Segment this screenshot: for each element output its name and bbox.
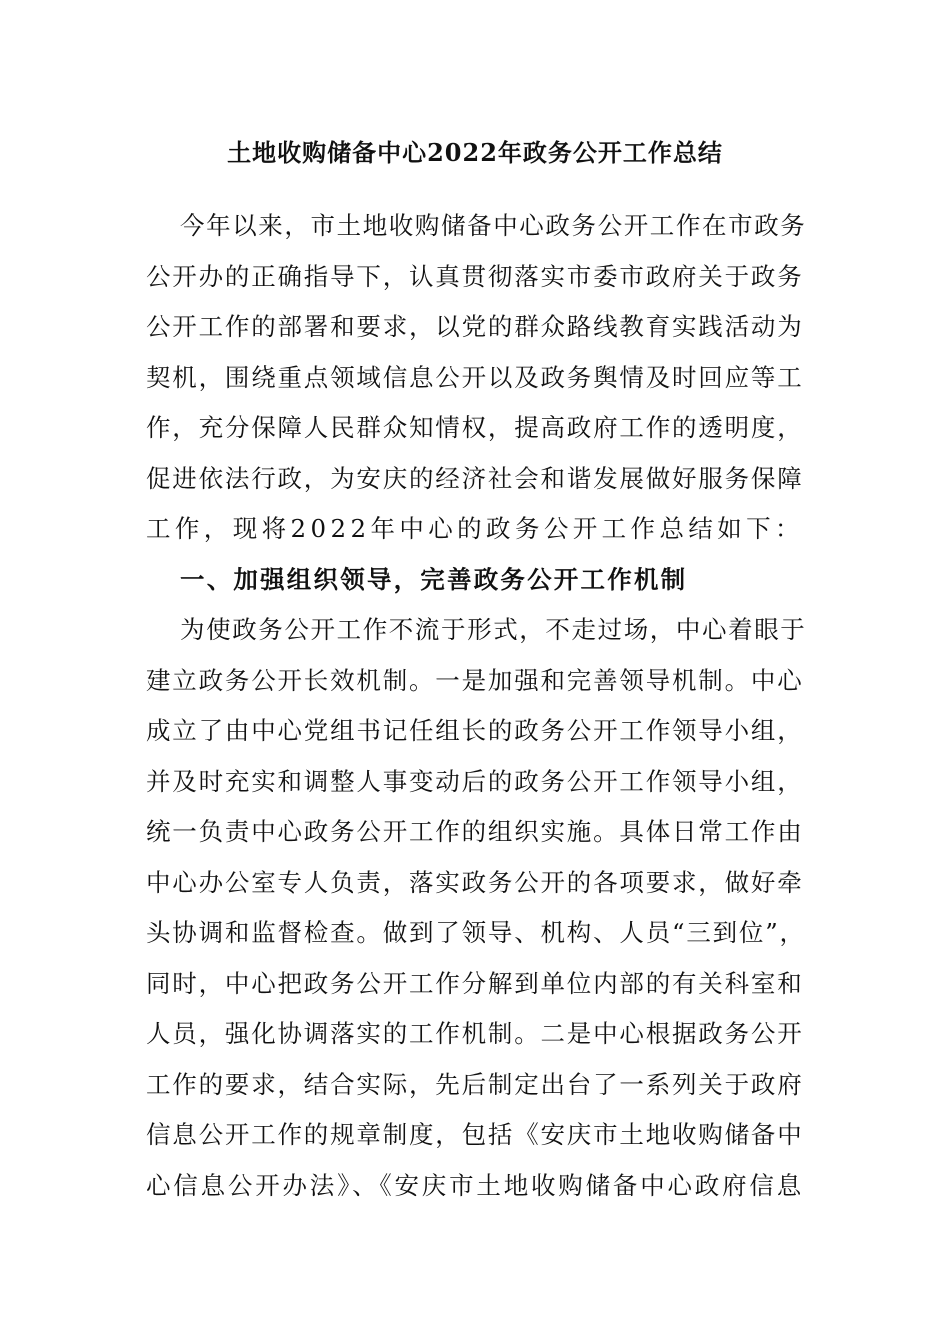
paragraph-line: 成立了由中心党组书记任组长的政务公开工作领导小组，	[146, 716, 804, 745]
paragraph-line: 中心办公室专人负责，落实政务公开的各项要求，做好牵	[146, 867, 804, 897]
paragraph-line: 今年以来，市土地收购储备中心政务公开工作在市政务	[180, 211, 807, 240]
paragraph-line: 公开工作的部署和要求，以党的群众路线教育实践活动为	[146, 312, 804, 341]
paragraph-line: 心信息公开办法》、《安庆市土地收购储备中心政府信息	[146, 1170, 804, 1200]
document-title: 土地收购储备中心2022年政务公开工作总结	[227, 138, 723, 167]
paragraph-line: 为使政务公开工作不流于形式，不走过场，中心着眼于	[180, 615, 807, 644]
paragraph-line: 同时，中心把政务公开工作分解到单位内部的有关科室和	[146, 968, 804, 998]
document-body	[146, 206, 806, 1216]
paragraph-line: 公开办的正确指导下，认真贯彻落实市委市政府关于政务	[146, 261, 804, 291]
paragraph-line: 契机，围绕重点领域信息公开以及政务舆情及时回应等工	[146, 362, 804, 392]
paragraph-line: 促进依法行政，为安庆的经济社会和谐发展做好服务保障	[146, 463, 804, 493]
paragraph-line: 人员，强化协调落实的工作机制。二是中心根据政务公开	[146, 1019, 804, 1048]
paragraph-line: 工作，现将2022年中心的政务公开工作总结如下：	[146, 514, 804, 543]
paragraph-line: 工作的要求，结合实际，先后制定出台了一系列关于政府	[146, 1069, 804, 1099]
section-heading: 一、加强组织领导，完善政务公开工作机制	[180, 564, 688, 594]
paragraph-line: 统一负责中心政务公开工作的组织实施。具体日常工作由	[146, 817, 804, 846]
paragraph-line: 并及时充实和调整人事变动后的政务公开工作领导小组，	[146, 766, 804, 796]
paragraph-line: 建立政务公开长效机制。一是加强和完善领导机制。中心	[146, 665, 804, 695]
paragraph-line: 头协调和监督检查。做到了领导、机构、人员“三到位”，	[146, 918, 806, 947]
paragraph-line: 信息公开工作的规章制度，包括《安庆市土地收购储备中	[146, 1120, 804, 1149]
paragraph-line: 作，充分保障人民群众知情权，提高政府工作的透明度，	[146, 413, 804, 442]
